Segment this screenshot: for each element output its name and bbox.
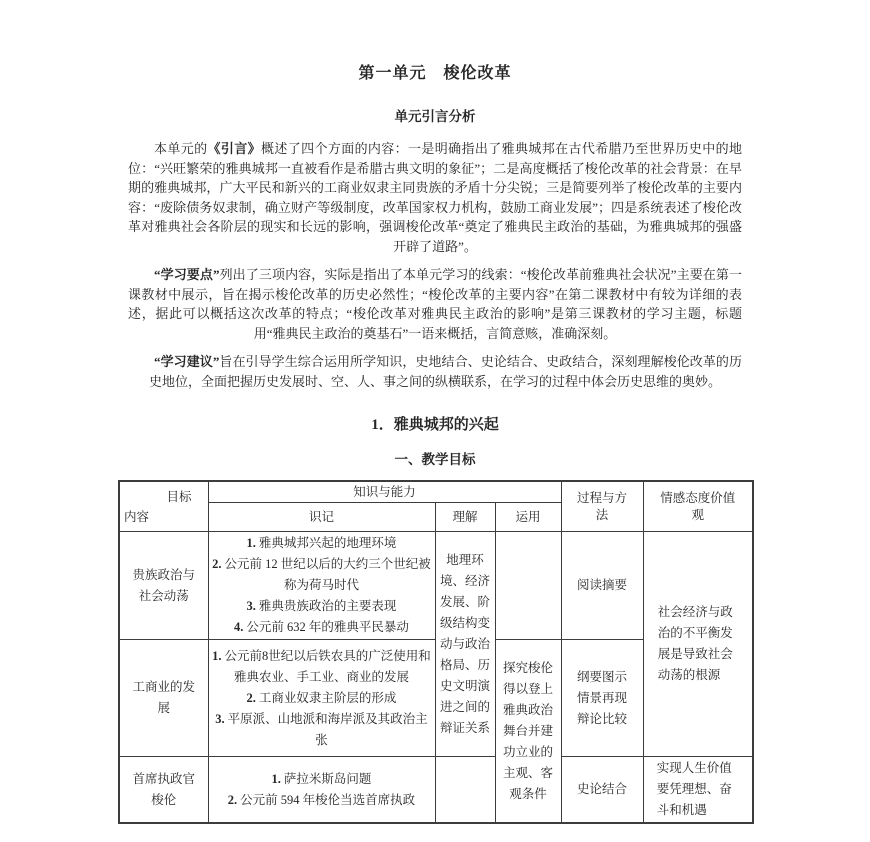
document-page — [118, 0, 752, 824]
memorize-item: 3. 平原派、山地派和海岸派及其政治主张 — [215, 711, 428, 747]
teaching-goals-heading: 一、教学目标 — [394, 452, 476, 467]
header-content-label: 内容 — [124, 510, 150, 524]
table-row-chief-archon — [119, 757, 753, 824]
cell-memorize-solon — [208, 757, 435, 824]
paragraph-bold-term: “学习要点” — [154, 267, 220, 282]
paragraph-study-points — [128, 265, 742, 343]
table-row-aristocracy — [119, 532, 753, 640]
header-cell-apply: 运用 — [495, 503, 561, 532]
cell-emotion-span: 社会经济与政治的不平衡发展是导致社会动荡的根源 — [643, 532, 753, 757]
row-label-aristocracy: 贵族政治与社会动荡 — [119, 532, 208, 640]
header-cell-memorize: 识记 — [208, 503, 435, 532]
header-cell-process-method — [561, 481, 643, 532]
unit-title: 第一单元 梭伦改革 — [358, 65, 512, 82]
paragraph-text: 旨在引导学生综合运用所学知识，史地结合、史论结合、史政结合，深刻理解梭伦改革的历史地位，全面把握历史发展时、空、人、事之间的纵横联系，在学习的过程中体会历史思维的奥妙。 — [148, 354, 742, 389]
paragraph-bold-term: “学习建议” — [154, 354, 220, 369]
cell-apply-empty — [495, 532, 561, 640]
header-cell-knowledge-ability: 知识与能力 — [208, 481, 561, 503]
memorize-item: 1. 公元前8世纪以后铁农具的广泛使用和雅典农业、手工业、商业的发展 — [212, 648, 431, 684]
cell-understand-empty — [435, 757, 495, 824]
cell-process-industry: 纲要图示 情景再现 辩论比较 — [561, 640, 643, 757]
cell-process-aristocracy: 阅读摘要 — [561, 532, 643, 640]
teaching-goals-table — [118, 480, 754, 824]
paragraph-text: 列出了三项内容，实际是指出了本单元学习的线索：“梭伦改革前雅典社会状况”主要在第一课教材中展示，旨在揭示梭伦改革的历史必然性；“梭伦改革的主要内容”在第二课教材中有较为详细的表述，据此可以概括这次改革的特点；“梭伦改革对雅典民主政治的影响”是第三课教材的学习主题，标题用“雅典民主政治的奠基石”一语来概括，言简意赅，准确深刻。 — [128, 267, 742, 341]
section-heading-intro-analysis: 单元引言分析 — [394, 109, 476, 124]
row-label-industry-commerce: 工商业的发展 — [119, 640, 208, 757]
memorize-item: 4. 公元前 632 年的雅典平民暴动 — [234, 620, 409, 634]
cell-emotion-solon: 实现人生价值要凭理想、奋斗和机遇 — [643, 757, 753, 824]
cell-memorize-aristocracy — [208, 532, 435, 640]
memorize-item: 2. 公元前 594 年梭伦当选首席执政 — [227, 792, 416, 807]
header-cell-goal-content — [119, 481, 208, 532]
cell-process-solon: 史论结合 — [561, 757, 643, 824]
memorize-item: 2. 工商业奴隶主阶层的形成 — [246, 690, 397, 705]
paragraph-text: 本单元的 — [154, 141, 208, 156]
cell-apply-span: 探究梭伦得以登上雅典政治舞台并建功立业的主观、客观条件 — [495, 640, 561, 824]
paragraph-intro-overview — [128, 139, 742, 256]
paragraph-text: 概述了四个方面的内容：一是明确指出了雅典城邦在古代希腊乃至世界历史中的地位：“兴旺繁荣的雅典城邦一直被看作是希腊古典文明的象征”；二是高度概括了梭伦改革的社会背景：在早期的雅典城邦，广大平民和新兴的工商业奴隶主同贵族的矛盾十分尖锐；三是简要列举了梭伦改革的主要内容：“废除债务奴隶制，确立财产等级制度，改革国家权力机构，鼓励工商业发展”；四是系统表述了梭伦改革对雅典社会各阶层的现实和长远的影响，强调梭伦改革“奠定了雅典民主政治的基础，为雅典城邦的强盛开辟了道路”。 — [128, 141, 742, 254]
cell-understand-span: 地理环境、经济发展、阶级结构变动与政治格局、历史文明演进之间的辩证关系 — [435, 532, 495, 757]
cell-memorize-industry — [208, 640, 435, 757]
memorize-item: 1. 雅典城邦兴起的地理环境 — [246, 536, 397, 550]
header-process-label: 过程与方法 — [577, 490, 628, 522]
paragraph-bold-term: 《引言》 — [207, 141, 261, 156]
row-label-chief-archon: 首席执政官梭伦 — [119, 757, 208, 824]
paragraph-study-advice — [128, 352, 742, 391]
header-cell-emotion-value — [643, 481, 753, 532]
header-cell-understand: 理解 — [435, 503, 495, 532]
memorize-item: 3. 雅典贵族政治的主要表现 — [246, 599, 397, 613]
header-goal-label: 目标 — [166, 490, 192, 504]
lesson-title: 1．雅典城邦的兴起 — [371, 417, 499, 433]
memorize-item: 1. 萨拉米斯岛问题 — [271, 771, 372, 786]
memorize-item: 2. 公元前 12 世纪以后的大约三个世纪被称为荷马时代 — [212, 557, 431, 592]
header-emotion-label: 情感态度价值观 — [660, 490, 736, 522]
